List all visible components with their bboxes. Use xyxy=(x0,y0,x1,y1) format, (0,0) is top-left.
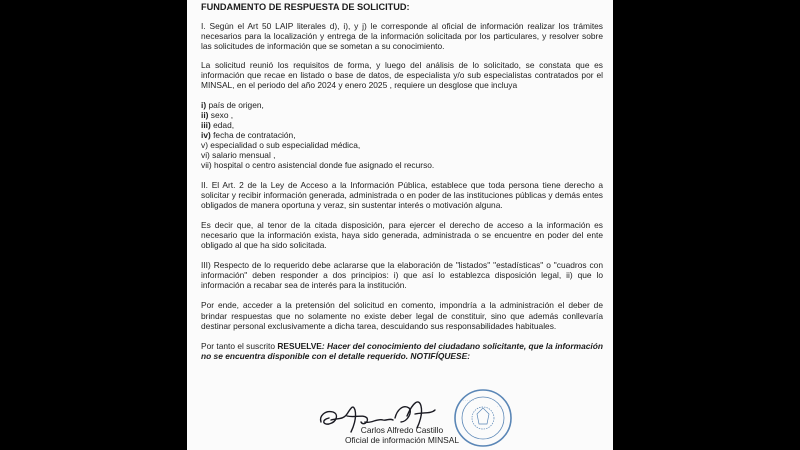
resolution-keyword: RESUELVE xyxy=(277,340,322,351)
paragraph-article-2: II. El Art. 2 de la Ley de Acceso a la Información Pública, establece que toda persona tiene derecho a solicitar y recibir información generada, administrada o en poder de las instituciones públicas y demás entes obligados de manera oportuna y veraz, sin sustentar interés o motivación alguna. xyxy=(201,179,603,210)
requested-fields-list xyxy=(201,100,603,170)
paragraph-listings-principles: III) Respecto de lo requerido debe aclararse que la elaboración de "listados" "estadísticas" o "cuadros con información" deben responder a dos principios: i) que así lo establezca disposición legal, ii) que lo información a recabar sea de interés para la institución. xyxy=(201,260,603,291)
list-item: vi) salario mensual , xyxy=(201,149,276,160)
paragraph-interpretation: Es decir que, al tenor de la citada disposición, para ejercer el derecho de acceso a la información es necesario que la información exista, haya sido generada, administrada o se encuentre en poder del ente obligado al que ha sido solicitada. xyxy=(201,219,603,251)
list-item: i) país de origen, xyxy=(201,99,264,110)
list-item: v) especialidad o sub especialidad médica, xyxy=(201,139,361,150)
paragraph-resolution: Por tanto el suscrito RESUELVE: Hacer del conocimiento del ciudadano solicitante, que la información no se encuentra disponible con el detalle requerido. NOTIFÍQUESE: xyxy=(201,340,603,361)
signature-block xyxy=(187,388,613,450)
list-item: iv) fecha de contratación, xyxy=(201,129,296,140)
list-item: ii) sexo , xyxy=(201,109,234,120)
notify-keyword: NOTIFÍQUESE: xyxy=(410,350,470,361)
paragraph-administrative-burden: Por ende, acceder a la pretensión del solicitud en comento, impondría a la administración el deber de brindar respuestas que no solamente no existe deber legal de constituir, sino que además conllevaría destinar personal exclusivamente a dicha tarea, descuidando sus responsabilidades habituales. xyxy=(201,300,603,331)
document-body xyxy=(201,0,603,361)
signer-caption xyxy=(327,425,477,445)
section-heading: FUNDAMENTO DE RESPUESTA DE SOLICITUD: xyxy=(201,2,410,12)
paragraph-article-50: I. Según el Art 50 LAIP literales d), i), y j) le corresponde al oficial de información realizar los trámites necesarios para la localización y entrega de la información solicitada por los particulares, y resolver sobre las solicitudes de información que se sometan a su conocimiento. xyxy=(201,21,603,52)
document-page xyxy=(187,0,613,450)
svg-text:· · · · · ·: · · · · · · xyxy=(463,399,474,403)
signer-title: Oficial de información MINSAL xyxy=(344,435,460,445)
svg-text:· · ·: · · · xyxy=(497,405,502,409)
list-item: iii) edad, xyxy=(201,119,235,130)
list-item: vii) hospital o centro asistencial donde fue asignado el recurso. xyxy=(201,159,435,170)
paragraph-request-analysis: La solicitud reunió los requisitos de forma, y luego del análisis de lo solicitado, se constata que es información que recae en listado o base de datos, de especialista y/o sub especialistas contratados por el MINSAL, en el periodo del año 2024 y enero 2025 , requiere un desglose que incluya xyxy=(201,60,603,91)
signer-name: Carlos Alfredo Castillo xyxy=(360,425,444,435)
